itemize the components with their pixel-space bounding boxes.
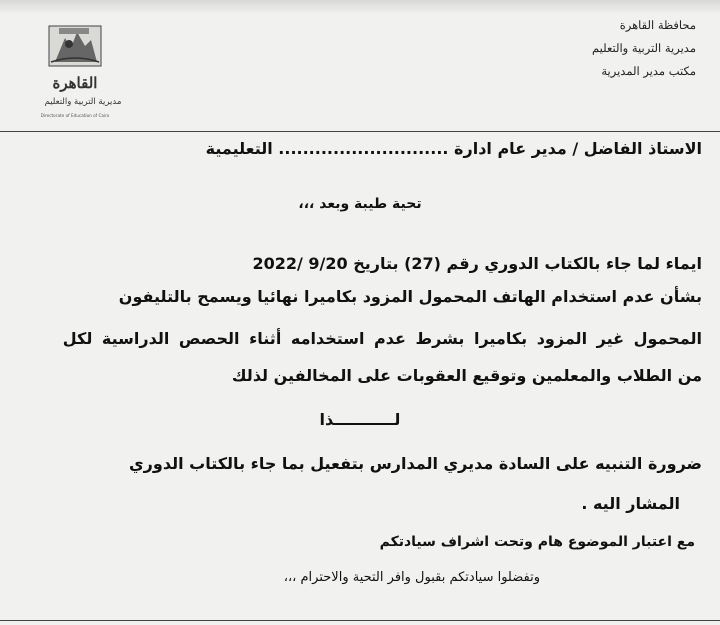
body-line-3: من الطلاب والمعلمين وتوقيع العقوبات على المخالفين لذلك: [231, 366, 702, 385]
header-divider: [0, 131, 720, 132]
body-line-1: بشأن عدم استخدام الهاتف المحمول المزود بكاميرا نهائيا ويسمح بالتليفون: [118, 287, 702, 306]
addressee-line: الاستاذ الفاضل / مدير عام ادارة ............................ التعليمية: [205, 139, 702, 158]
body-line-2: المحمول غير المزود بكاميرا بشرط عدم استخدامه أثناء الحصص الدراسية لكل: [62, 329, 702, 348]
scan-top-shadow: [0, 0, 720, 14]
letterhead-text: [496, 14, 696, 83]
closing-line-2: وتفضلوا سيادتكم بقبول وافر التحية والاحترام ،،،: [283, 570, 540, 585]
logo-subtitle-en: Directorate of Education of Cairo: [40, 113, 110, 118]
body-line-5: المشار اليه .: [581, 494, 680, 513]
directorate-label: مديرية التربية والتعليم: [592, 41, 696, 55]
logo-subtitle-ar: مديرية التربية والتعليم: [44, 97, 122, 107]
governorate-label: محافظة القاهرة: [619, 18, 696, 32]
therefore-heading: لـــــــــــذا: [319, 410, 401, 429]
closing-line-1: مع اعتبار الموضوع هام وتحت اشراف سيادتكم: [379, 534, 695, 550]
cairo-education-logo: [25, 18, 125, 124]
logo-arabic-text: القاهرة: [52, 74, 98, 92]
office-label: مكتب مدير المديرية: [601, 64, 696, 78]
reference-line: ايماء لما جاء بالكتاب الدوري رقم (27) بتاريخ 9/20 /2022: [252, 254, 702, 273]
greeting-line: تحية طيبة وبعد ،،،: [298, 196, 422, 212]
body-line-4: ضرورة التنبيه على السادة مديري المدارس بتفعيل بما جاء بالكتاب الدوري: [129, 454, 702, 473]
footer-divider: [0, 620, 720, 621]
